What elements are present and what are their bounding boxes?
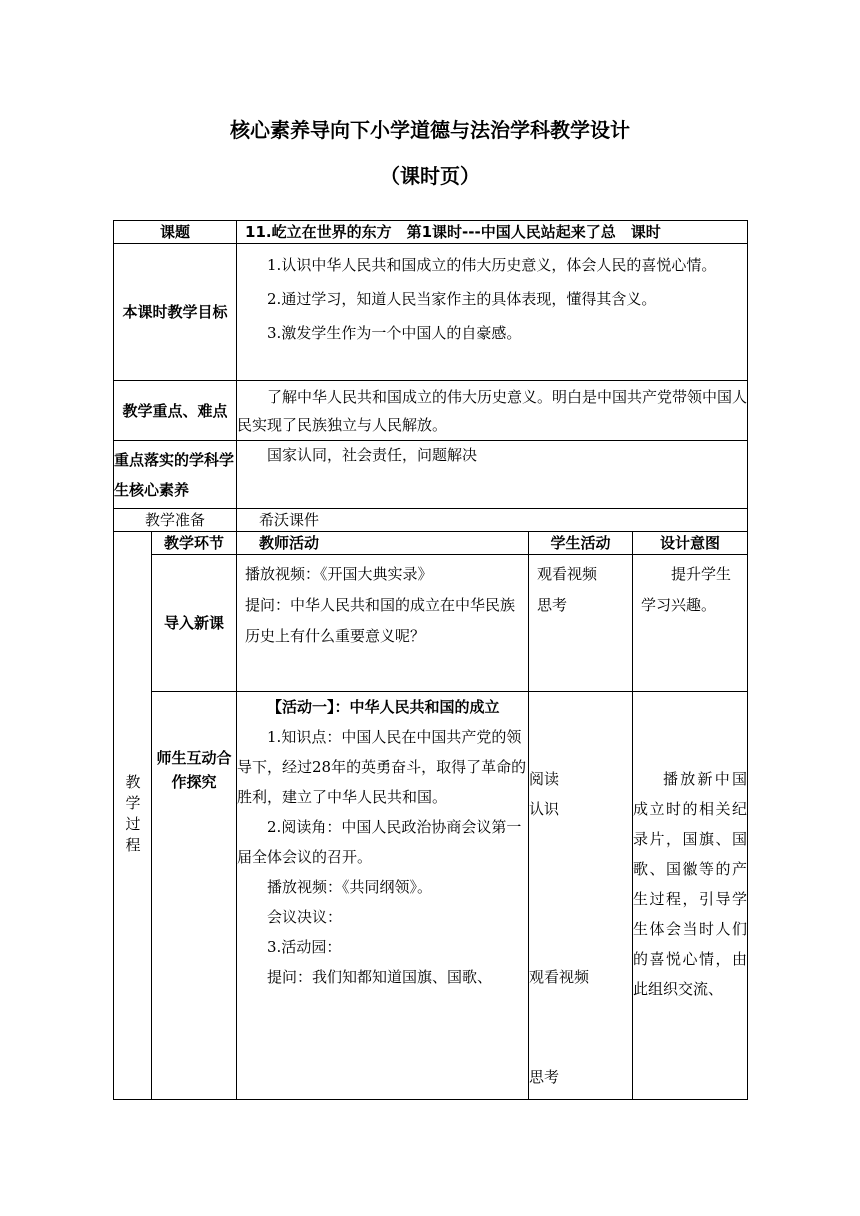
explore-row — [114, 692, 748, 1100]
intro-row — [114, 555, 748, 692]
intro-student-line: 观看视频 — [537, 565, 598, 583]
page-subtitle: （课时页） — [380, 164, 480, 188]
intro-teacher-line: 播放视频：《开国大典实录》 — [245, 565, 433, 583]
activity-title: 【活动一】：中华人民共和国的成立 — [267, 698, 500, 716]
explore-student-line: 思考 — [529, 1068, 560, 1086]
literacy-cell — [237, 441, 748, 509]
key-points-cell — [237, 381, 748, 441]
lesson-label: 课题 — [114, 221, 237, 244]
process-label-cell — [114, 532, 152, 1100]
activity-line: 2.阅读角：中国人民政治协商会议第一届全体会议的召开。 — [237, 818, 522, 866]
key-points-text: 了解中华人民共和国成立的伟大历史意义。明白是中国共产党带领中国人民实现了民族独立与人民解放。 — [237, 388, 748, 434]
header-teacher: 教师活动 — [237, 532, 529, 555]
activity-line: 提问：我们知都知道国旗、国歌、 — [267, 968, 493, 986]
literacy-text: 国家认同，社会责任，问题解决 — [267, 446, 478, 464]
header-student: 学生活动 — [529, 532, 633, 555]
explore-stage: 师生互动合作探究 — [152, 692, 237, 1100]
key-points-label: 教学重点、难点 — [114, 381, 237, 441]
literacy-row — [114, 441, 748, 509]
key-points-row — [114, 381, 748, 441]
header-intent: 设计意图 — [633, 532, 748, 555]
spacer — [529, 992, 632, 1062]
goal-item: 2.通过学习，知道人民当家作主的具体表现，懂得其含义。 — [267, 290, 657, 308]
lesson-row — [114, 221, 748, 244]
goals-cell — [237, 244, 748, 381]
activity-line: 会议决议： — [267, 908, 343, 926]
prep-value: 希沃课件 — [237, 509, 748, 532]
explore-student-line: 认识 — [529, 800, 560, 818]
explore-student-cell — [529, 692, 633, 1100]
goal-item: 1.认识中华人民共和国成立的伟大历史意义，体会人民的喜悦心情。 — [267, 256, 717, 274]
process-label: 教学过程 — [123, 773, 142, 858]
prep-row — [114, 509, 748, 532]
lesson-value: 11.屹立在世界的东方 第1课时---中国人民站起来了总 课时 — [237, 221, 748, 244]
activity-line: 播放视频：《共同纲领》。 — [267, 878, 433, 896]
intro-teacher-cell — [237, 555, 529, 692]
explore-intent-text: 播放新中国成立时的相关纪录片，国旗、国歌、国徽等的产生过程，引导学生体会当时人们的喜悦心情，由此组织交流、 — [633, 770, 748, 998]
explore-intent-cell — [633, 692, 748, 1100]
intro-intent-text: 提升学生学习兴趣。 — [641, 565, 732, 614]
explore-student-line: 阅读 — [529, 770, 560, 788]
prep-label: 教学准备 — [114, 509, 237, 532]
intro-stage: 导入新课 — [152, 555, 237, 692]
process-header-row — [114, 532, 748, 555]
intro-teacher-line: 提问：中华人民共和国的成立在中华民族历史上有什么重要意义呢？ — [245, 596, 516, 645]
intro-student-line: 思考 — [537, 596, 568, 614]
goals-row — [114, 244, 748, 381]
activity-line: 1.知识点：中国人民在中国共产党的领导下，经过28年的英勇奋斗，取得了革命的胜利，建立了中华人民共和国。 — [237, 728, 527, 806]
page-title: 核心素养导向下小学道德与法治学科教学设计 — [230, 118, 630, 142]
explore-student-line: 观看视频 — [529, 968, 590, 986]
activity-line: 3.活动园： — [267, 938, 342, 956]
intro-student-cell — [529, 555, 633, 692]
spacer — [529, 824, 632, 962]
explore-teacher-cell — [237, 692, 529, 1100]
header-stage: 教学环节 — [152, 532, 237, 555]
goals-label: 本课时教学目标 — [114, 244, 237, 381]
literacy-label: 重点落实的学科学生核心素养 — [114, 441, 237, 509]
lesson-plan-table — [113, 220, 748, 1100]
intro-intent-cell — [633, 555, 748, 692]
goal-item: 3.激发学生作为一个中国人的自豪感。 — [267, 324, 522, 342]
